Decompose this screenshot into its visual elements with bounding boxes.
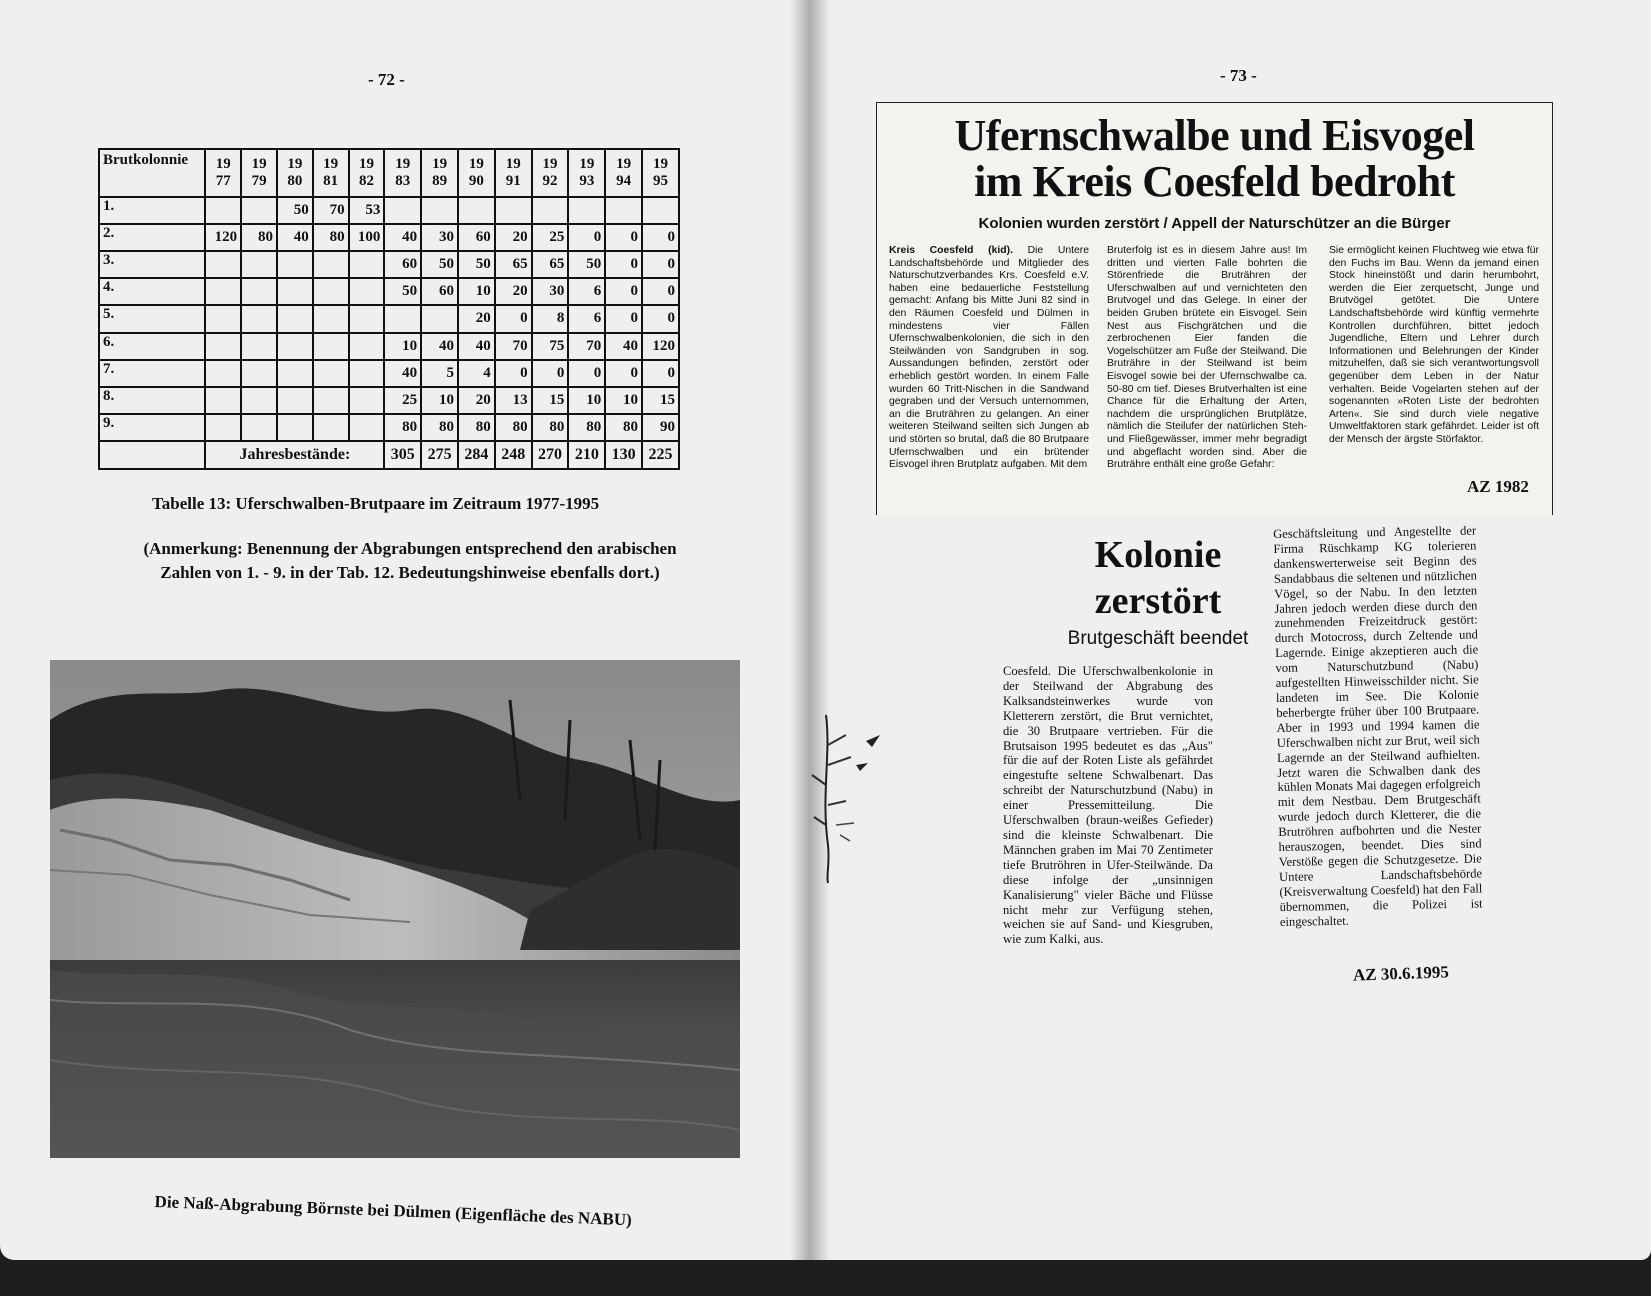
colony-label: 3.	[99, 251, 205, 278]
table-cell: 50	[458, 251, 495, 278]
table-cell: 10	[384, 333, 421, 360]
table-cell: 0	[642, 224, 679, 251]
table-cell: 0	[642, 278, 679, 305]
table-note-line: Zahlen von 1. - 9. in der Tab. 12. Bedeutungshinweise ebenfalls dort.)	[160, 563, 660, 582]
year-suffix: 79	[251, 173, 267, 190]
year-century: 19	[579, 156, 595, 173]
table-cell	[313, 251, 349, 278]
table-cell: 0	[532, 360, 569, 387]
table-cell: 25	[532, 224, 569, 251]
table-cell: 8	[532, 305, 569, 332]
table-cell: 10	[605, 387, 642, 414]
table-cell	[421, 197, 458, 224]
article1-col1-text: Die Untere Landschaftsbehörde und Mitglieder des Naturschutzverbandes Krs. Coesfeld e.V. haben eine bedauerliche Feststellung gemacht: Anfang bis Mitte Juni 82 sind in den Räumen Coesfeld und Dülmen in mindestens vier Fällen Ufernschwalbenkolonien, die sich in den Steilwänden von Sandgruben in sog. Aussandungen befinden, zerstört oder erheblich gestört worden. In einem Falle wurden 60 Tritt-Nischen in die Sandwand gegraben und der Versuch unternommen, an die Bruträhren zu gelangen. An einer weiteren Steilwand seilten sich Jungen ab und störten so brutal, daß die 80 Brutpaare Ufernschwalben und ein brütender Eisvogel ihren Brutplatz aufgaben. Mit dem	[889, 245, 1090, 471]
year-suffix: 90	[468, 173, 484, 190]
table-cell: 50	[277, 197, 313, 224]
year-suffix: 82	[358, 173, 374, 190]
year-century: 19	[432, 156, 448, 173]
colony-label: 8.	[99, 387, 205, 414]
table-cell: 20	[495, 278, 532, 305]
table-cell	[205, 414, 241, 441]
table-cell	[241, 360, 277, 387]
table-cell: 10	[421, 387, 458, 414]
table-cell	[313, 414, 349, 441]
table-note-line: (Anmerkung: Benennung der Abgrabungen entsprechend den arabischen	[143, 539, 677, 558]
colony-label: 7.	[99, 360, 205, 387]
year-century: 19	[505, 156, 521, 173]
table-row	[99, 387, 679, 414]
year-suffix: 89	[432, 173, 448, 190]
table-cell	[313, 387, 349, 414]
year-header-cell	[241, 149, 277, 197]
table-cell	[241, 197, 277, 224]
article1-headline-line: im Kreis Coesfeld bedroht	[974, 157, 1455, 206]
table-cell	[349, 414, 385, 441]
table-cell: 80	[605, 414, 642, 441]
table-cell	[277, 387, 313, 414]
year-century: 19	[542, 156, 558, 173]
table-cell	[349, 360, 385, 387]
year-century: 19	[358, 156, 374, 173]
colony-label: 9.	[99, 414, 205, 441]
table-cell: 10	[458, 278, 495, 305]
table-cell: 20	[495, 224, 532, 251]
table-cell	[241, 251, 277, 278]
year-header-cell	[205, 149, 241, 197]
table-cell: 0	[605, 278, 642, 305]
table-row	[99, 360, 679, 387]
table-cell: 30	[421, 224, 458, 251]
year-header-cell	[495, 149, 532, 197]
table-cell: 40	[605, 333, 642, 360]
article2-column-2: Geschäftsleitung und Angestellte der Firma Rüschkamp KG tolerieren dankenswerterweise seit Beginn des Sandabbaus die seltenen und nützlichen Vögel, so der Nabu. In den letzten Jahren jedoch werden diese durch den zunehmenden Freizeitdruck gestört: durch Motocross, durch Zeltende und Lagernde. Einige akzeptieren auch die vom Naturschutzbund (Nabu) aufgestellten Hinweisschilder nicht. Sie landeten im See. Die Kolonie beherbergte früher über 100 Brutpaare. Aber in 1993 und 1994 kamen die Uferschwalben nicht zur Brut, weil sich Lagernde an der Steilwand aufhielten. Jetzt waren die Schwalben dank des kühlen Monats Mai dagegen erfolgreich mit dem Nestbau. Dem Brutgeschäft wurde jedoch durch Kletterer, die die Brutröhren aufbohrten und die Nester herauszogen, beendet. Dies sind Verstöße gegen die Schutzgesetze. Die Untere Landschaftsbehörde (Kreisverwaltung Coesfeld) hat den Fall übernommen, die Polizei ist eingeschaltet.	[1273, 523, 1483, 929]
table-cell: 50	[384, 278, 421, 305]
article2-headline-line: Kolonie	[1094, 534, 1222, 576]
year-header-cell	[384, 149, 421, 197]
table-caption: Tabelle 13: Uferschwalben-Brutpaare im Zeitraum 1977-1995	[152, 494, 600, 513]
total-cell: 270	[532, 441, 569, 469]
table-cell: 40	[384, 360, 421, 387]
table-cell: 5	[421, 360, 458, 387]
table-cell: 0	[568, 360, 605, 387]
table-cell	[277, 360, 313, 387]
year-header-cell	[277, 149, 313, 197]
table-row	[99, 251, 679, 278]
table-cell	[277, 414, 313, 441]
table-row	[99, 197, 679, 224]
left-page	[0, 0, 812, 1260]
year-suffix: 94	[616, 173, 632, 190]
table-cell: 4	[458, 360, 495, 387]
total-cell: 225	[642, 441, 679, 469]
table-cell: 60	[384, 251, 421, 278]
table-cell: 40	[384, 224, 421, 251]
table-row	[99, 333, 679, 360]
table-cell	[205, 278, 241, 305]
table-cell: 15	[642, 387, 679, 414]
table-cell: 40	[277, 224, 313, 251]
total-cell: 275	[421, 441, 458, 469]
year-century: 19	[251, 156, 267, 173]
table-cell: 80	[495, 414, 532, 441]
total-label: Jahresbestände:	[205, 441, 384, 469]
table-cell: 6	[568, 305, 605, 332]
table-cell	[277, 305, 313, 332]
table-header-row	[99, 149, 679, 197]
table-cell: 0	[642, 251, 679, 278]
year-header-cell	[532, 149, 569, 197]
table-cell: 40	[421, 333, 458, 360]
table-cell	[313, 305, 349, 332]
year-century: 19	[653, 156, 669, 173]
year-header-cell	[605, 149, 642, 197]
table-cell: 80	[384, 414, 421, 441]
table-cell: 0	[605, 251, 642, 278]
table-cell	[277, 251, 313, 278]
table-cell: 20	[458, 387, 495, 414]
page-number-left: - 72 -	[368, 70, 405, 89]
table-cell	[241, 305, 277, 332]
gravel-pit-photo	[50, 660, 740, 1158]
article1-column-2: Bruterfolg ist es in diesem Jahre aus! Im dritten und vierten Falle bohrten die Störenfriede die Bruträhren der Uferschwalben auf und vernichteten den Brutvogel und das Gelege. In einer der beiden Gruben brütete ein Eisvogel. Sein Nest aus Fischgrätchen und die zerbrochenen Eier fanden die Vogelschützer am Fuße der Steilwand. Die Bruträhre in der Steilwand ist beim Eisvogel sowie bei der Ufernschwalbe ca. 50-80 cm tief. Dieses Brutverhalten ist eine Chance für die Erhaltung der Arten, nachdem die ursprünglichen Brutplätze, nämlich die Steilufer der natürlichen Steh- und Fließgewässer, immer mehr begradigt und abgeflacht worden sind. Aber die Bruträhre enthält eine große Gefahr:	[1107, 245, 1307, 471]
table-cell	[241, 414, 277, 441]
table-cell: 30	[532, 278, 569, 305]
article2-column-1: Coesfeld. Die Uferschwalbenkolonie in der Steilwand der Abgrabung des Kalksandsteinwerkes wurde von Kletterern zerstört, die Brut vernichtet, die 30 Brutpaare vertrieben. Für die Brutsaison 1995 bedeutet es das „Aus" für die auf der Roten Liste als gefährdet eingestufte seltene Schwalbenart. Das schreibt der Naturschutzbund (Nabu) in einer Pressemitteilung. Die Uferschwalben (braun-weißes Gefieder) sind die kleinste Schwalbenart. Die Männchen graben im Mai 70 Zentimeter tiefe Brutröhren in Ufer-Steilwände. Da diese infolge der „unsinnigen Kanalisierung" vieler Bäche und Flüsse nicht mehr zur Verfügung stehen, weichen sie auf Sand- und Kiesgruben, wie zum Kalki, aus.	[1003, 664, 1213, 947]
book-gutter	[790, 0, 830, 1260]
year-suffix: 91	[505, 173, 521, 190]
table-cell: 20	[458, 305, 495, 332]
article1-headline-line: Ufernschwalbe und Eisvogel	[954, 111, 1475, 160]
table-cell: 70	[313, 197, 349, 224]
table-cell: 70	[495, 333, 532, 360]
year-century: 19	[395, 156, 411, 173]
table-cell	[605, 197, 642, 224]
table-cell	[313, 360, 349, 387]
table-cell	[205, 305, 241, 332]
table-cell: 75	[532, 333, 569, 360]
table-cell	[241, 333, 277, 360]
table-cell: 0	[642, 360, 679, 387]
table-cell: 0	[642, 305, 679, 332]
article2-subheadline: Brutgeschäft beendet	[1067, 628, 1249, 649]
table-cell: 13	[495, 387, 532, 414]
table-cell	[277, 333, 313, 360]
table-cell	[241, 278, 277, 305]
table-cell: 80	[421, 414, 458, 441]
table-cell: 50	[568, 251, 605, 278]
table-cell: 10	[568, 387, 605, 414]
article2-headline	[998, 532, 1318, 624]
article1-subheadline: Kolonien wurden zerstört / Appell der Naturschützer an die Bürger	[978, 215, 1451, 232]
table-cell	[349, 387, 385, 414]
table-cell	[241, 387, 277, 414]
table-cell	[205, 360, 241, 387]
table-cell	[421, 305, 458, 332]
table-cell: 6	[568, 278, 605, 305]
article2-headline-line: zerstört	[1094, 580, 1222, 622]
total-cell: 284	[458, 441, 495, 469]
colony-label: 2.	[99, 224, 205, 251]
table-cell: 0	[605, 305, 642, 332]
table-cell: 40	[458, 333, 495, 360]
colony-label: 4.	[99, 278, 205, 305]
table-cell: 50	[421, 251, 458, 278]
table-cell: 0	[605, 224, 642, 251]
year-suffix: 81	[323, 173, 339, 190]
table-cell	[642, 197, 679, 224]
table-cell: 80	[458, 414, 495, 441]
breeding-pairs-table	[98, 148, 680, 470]
table-cell: 80	[241, 224, 277, 251]
table-cell	[205, 251, 241, 278]
table-cell	[568, 197, 605, 224]
year-header-cell	[349, 149, 385, 197]
year-header-cell	[642, 149, 679, 197]
table-cell: 60	[421, 278, 458, 305]
table-cell: 15	[532, 387, 569, 414]
table-cell: 120	[205, 224, 241, 251]
table-cell: 0	[495, 305, 532, 332]
table-row	[99, 224, 679, 251]
table-cell: 0	[605, 360, 642, 387]
photo-drawing	[50, 660, 740, 1158]
year-header-cell	[568, 149, 605, 197]
table-cell	[277, 278, 313, 305]
year-century: 19	[616, 156, 632, 173]
article2-source: AZ 30.6.1995	[1352, 962, 1450, 985]
table-cell: 60	[458, 224, 495, 251]
colony-label: 1.	[99, 197, 205, 224]
table-cell: 80	[568, 414, 605, 441]
year-century: 19	[323, 156, 339, 173]
table-cell: 65	[532, 251, 569, 278]
total-cell: 305	[384, 441, 421, 469]
article1-source: AZ 1982	[1467, 477, 1529, 496]
table-cell: 0	[568, 224, 605, 251]
table-cell	[205, 333, 241, 360]
year-suffix: 95	[653, 173, 669, 190]
article1-column-3: Sie ermöglicht keinen Fluchtweg wie etwa für den Fuchs im Bau. Wenn da jemand einen Stock hineinstößt und darin herumbohrt, werden die Eier zerquetscht, Junge und Brutvögel getötet. Die Untere Landschaftsbehörde wird künftig vermehrte Kontrollen durchführen, bittet jedoch Jugendliche, Eltern und Lehrer durch Informationen und Belehrungen der Kinder mitzuhelfen, daß sie sich verantwortungsvoll gegenüber dem Leben in der Natur verhalten. Beide Vogelarten stehen auf der sogenannten »Roten Liste der bedrohten Arten«. Sie sind durch viele negative Umweltfaktoren stark gefährdet. Leider ist oft der Mensch der ärgste Störfaktor.	[1329, 245, 1539, 445]
year-century: 19	[287, 156, 303, 173]
table-cell	[349, 305, 385, 332]
clipping-az-1982	[876, 102, 1553, 515]
table-cell: 120	[642, 333, 679, 360]
table-cell: 25	[384, 387, 421, 414]
table-cell: 65	[495, 251, 532, 278]
total-cell: 210	[568, 441, 605, 469]
table-cell	[205, 387, 241, 414]
article1-column-1	[889, 245, 1089, 472]
year-header-cell	[421, 149, 458, 197]
table-cell	[384, 197, 421, 224]
year-suffix: 77	[215, 173, 231, 190]
table-cell	[384, 305, 421, 332]
table-row	[99, 305, 679, 332]
year-header-cell	[458, 149, 495, 197]
table-cell	[532, 197, 569, 224]
table-cell	[458, 197, 495, 224]
total-cell: 130	[605, 441, 642, 469]
table-cell: 53	[349, 197, 385, 224]
table-cell	[495, 197, 532, 224]
article1-headline	[877, 113, 1552, 205]
table-cell: 100	[349, 224, 385, 251]
table-header-label: Brutkolonnie	[99, 149, 205, 197]
table-cell	[205, 197, 241, 224]
year-century: 19	[468, 156, 484, 173]
colony-label: 6.	[99, 333, 205, 360]
table-note	[130, 537, 690, 585]
table-row	[99, 278, 679, 305]
table-total-row	[99, 441, 679, 469]
table-cell: 70	[568, 333, 605, 360]
total-cell: 248	[495, 441, 532, 469]
year-header-cell	[313, 149, 349, 197]
colony-label: 5.	[99, 305, 205, 332]
year-suffix: 80	[287, 173, 303, 190]
page-number-right: - 73 -	[1220, 66, 1257, 85]
table-cell: 80	[313, 224, 349, 251]
table-cell	[349, 333, 385, 360]
right-page	[808, 0, 1651, 1260]
table-row	[99, 414, 679, 441]
year-suffix: 93	[579, 173, 595, 190]
year-suffix: 83	[395, 173, 411, 190]
photo-caption: Die Naß-Abgrabung Börnste bei Dülmen (Eigenfläche des NABU)	[154, 1192, 633, 1230]
table-cell	[349, 278, 385, 305]
table-cell: 0	[495, 360, 532, 387]
table-cell	[313, 333, 349, 360]
article1-dateline: Kreis Coesfeld (kid).	[889, 245, 1013, 256]
table-cell: 90	[642, 414, 679, 441]
year-suffix: 92	[542, 173, 558, 190]
table-cell	[349, 251, 385, 278]
table-cell: 80	[532, 414, 569, 441]
year-century: 19	[215, 156, 231, 173]
table-cell	[313, 278, 349, 305]
